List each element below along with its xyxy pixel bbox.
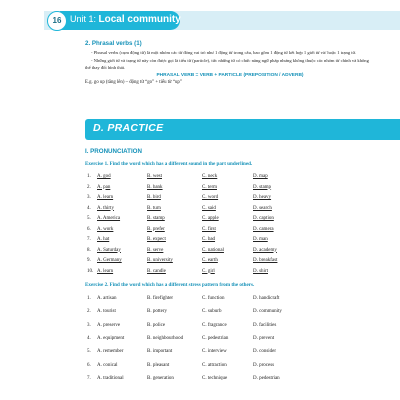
option-a: A. god [97, 174, 111, 179]
option-c: C. interview [202, 349, 227, 355]
option-d: D. stamp [253, 184, 272, 190]
option-d: D. community [253, 309, 282, 315]
item-number: 7. [87, 375, 91, 381]
option-d: D. academy [253, 247, 277, 253]
option-d: D. handicraft [253, 296, 280, 301]
option-d: D. shirt [253, 268, 268, 274]
option-c: C. fragrance [202, 322, 227, 328]
option-b: B. generation [147, 375, 174, 381]
item-number: 1. [87, 174, 91, 179]
item-number: 1. [87, 296, 91, 301]
option-a: A. conical [97, 362, 118, 368]
option-b: B. firefighter [147, 296, 174, 301]
item-number: 8. [87, 247, 91, 253]
item-number: 5. [87, 349, 91, 355]
page-header [0, 0, 400, 34]
option-a: A. traditional [97, 375, 124, 381]
option-b: B. west [147, 174, 162, 179]
option-c: C. word [202, 195, 219, 200]
page-number: 16 [47, 11, 67, 31]
option-c: C. apple [202, 216, 219, 221]
option-d: D. pedestrian [253, 375, 280, 381]
exercise-2-title: Exercise 2. Find the word which has a different stress pattern from the others. [85, 282, 255, 288]
item-number: 6. [87, 226, 91, 232]
option-d: D. facilities [253, 322, 277, 328]
item-number: 2. [87, 309, 91, 315]
option-b: B. university [147, 258, 173, 263]
option-c: C. pedestrian [202, 335, 229, 341]
option-b: B. bird [147, 195, 161, 200]
option-a: A. learn [97, 268, 114, 274]
option-c: C. attraction [202, 362, 227, 368]
option-b: B. pottery [147, 309, 167, 315]
item-number: 3. [87, 195, 91, 200]
paragraph-2: - Những giới từ và trạng từ này còn được gọi là tiểu từ (particle), tức những từ có chức năng ngữ pháp nhưng không thuộc các nhóm từ chính và không thể thay đổi hình thái. [85, 58, 369, 70]
unit-name: Local community [98, 14, 181, 25]
option-c: C. function [202, 296, 225, 301]
option-d: D. camera [253, 226, 274, 232]
option-c: C. said [202, 205, 216, 211]
option-d: D. map [253, 174, 268, 179]
item-number: 7. [87, 237, 91, 242]
practice-banner [85, 119, 400, 140]
option-a: A. tourist [97, 309, 116, 315]
phrasal-verbs-section [85, 40, 375, 85]
option-c: C. technique [202, 375, 228, 381]
unit-label: Unit 1: [70, 14, 97, 24]
option-c: C. national [202, 247, 224, 253]
option-d: D. man [253, 237, 268, 242]
option-b: B. turn [147, 205, 161, 211]
option-b: B. serve [147, 247, 164, 253]
option-c: C. suburb [202, 309, 222, 315]
option-a: A. work [97, 226, 114, 232]
item-number: 10. [87, 268, 94, 274]
option-c: C. girl [202, 268, 215, 274]
option-b: B. bank [147, 184, 163, 190]
item-number: 3. [87, 322, 91, 328]
exercise-1-title: Exercise 1. Find the word which has a different sound in the part underlined. [85, 161, 253, 167]
formula: PHRASAL VERB = VERB + PARTICLE (PREPOSITION / ADVERB) [156, 73, 304, 79]
option-b: B. important [147, 349, 173, 355]
option-b: B. candle [147, 268, 166, 274]
option-b: B. stamp [147, 216, 165, 221]
option-d: D. search [253, 205, 272, 211]
option-c: C. neck [202, 174, 218, 179]
practice-title: D. PRACTICE [93, 122, 164, 134]
item-number: 4. [87, 205, 91, 211]
option-d: D. prevent [253, 335, 275, 341]
option-b: B. prefer [147, 226, 165, 232]
option-d: D. caption [253, 216, 274, 221]
option-a: A. Saturday [97, 247, 121, 253]
option-a: A. learn [97, 195, 114, 200]
option-b: B. police [147, 322, 166, 328]
option-a: A. thirty [97, 205, 114, 211]
option-c: C. term [202, 184, 217, 190]
option-b: B. expect [147, 237, 166, 242]
option-d: D. heavy [253, 195, 272, 200]
option-a: A. artisan [97, 296, 117, 301]
item-number: 6. [87, 362, 91, 368]
option-a: A. America [97, 216, 121, 221]
option-c: C. earth [202, 258, 218, 263]
item-number: 9. [87, 258, 91, 263]
unit-title [70, 14, 181, 25]
option-d: D. breakfast [253, 258, 278, 263]
option-a: A. pan [97, 184, 111, 190]
item-number: 4. [87, 335, 91, 341]
section-title: 2. Phrasal verbs (1) [85, 40, 142, 47]
option-d: D. consider [253, 349, 277, 355]
option-c: C. first [202, 226, 216, 232]
pronunciation-title: I. PRONUNCIATION [85, 148, 142, 155]
option-b: B. pleasant [147, 362, 170, 368]
item-number: 5. [87, 216, 91, 221]
option-a: A. hat [97, 237, 110, 242]
option-a: A. remember [97, 349, 124, 355]
option-b: B. neighbourhood [147, 335, 184, 341]
option-d: D. process [253, 362, 275, 368]
item-number: 2. [87, 184, 91, 190]
option-c: C. bad [202, 237, 216, 242]
example: E.g. go up (tăng lên) – động từ “go” + tiểu từ “up” [85, 80, 182, 86]
option-a: A. Germany [97, 258, 122, 263]
option-a: A. equipment [97, 335, 125, 341]
paragraph-1: - Phrasal verbs (cụm động từ) là một nhóm các từ đóng vai trò như 1 động từ trong câu, bao gồm 1 động từ kết hợp 1 giới từ và/ hoặc 1 trạng từ. [91, 50, 357, 55]
option-a: A. preserve [97, 322, 121, 328]
